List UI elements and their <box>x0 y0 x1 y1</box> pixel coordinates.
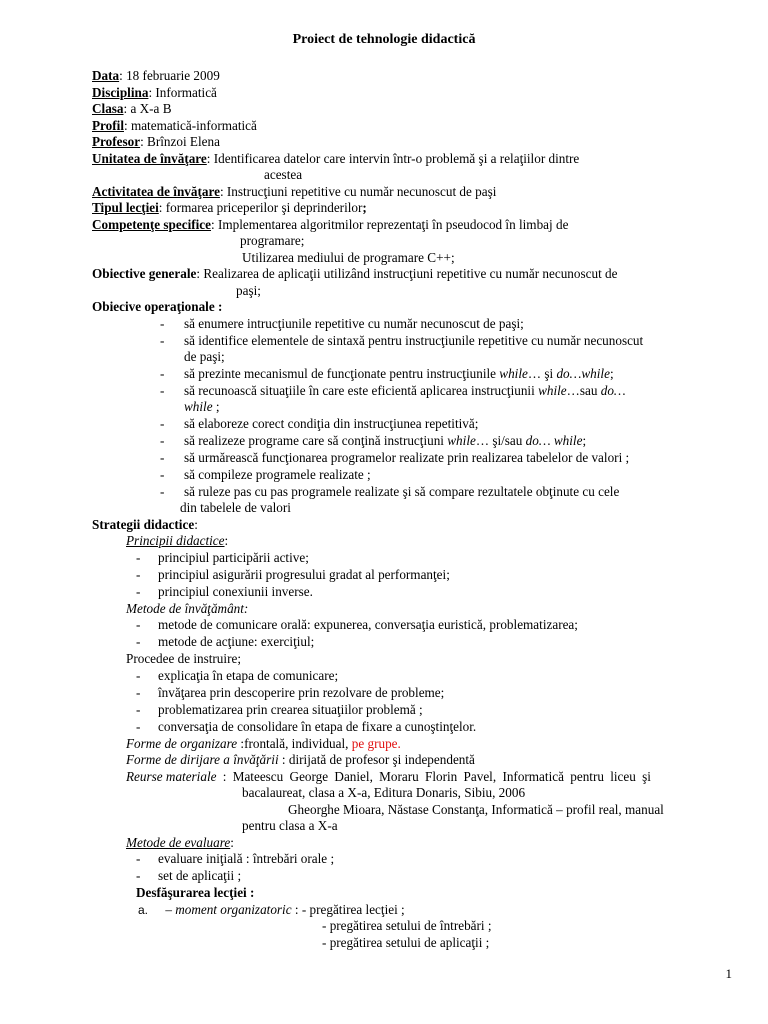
metoda-item: - metode de acţiune: exerciţiul; <box>136 634 315 649</box>
resurse-materiale-cont: bacalaureat, clasa a X-a, Editura Donaris, Sibiu, 2006 <box>242 785 526 800</box>
principiu-item: - principiul participării active; <box>136 549 309 565</box>
moment-organizatoric: a. – moment organizatoric : - pregătirea lecţiei ; <box>138 901 405 917</box>
evaluare-item: - set de aplicaţii ; <box>136 868 242 883</box>
field-tipul: Tipul lecţiei: formarea priceperilor şi deprinderilor; <box>92 200 367 215</box>
procedeu-item: - învăţarea prin descoperire prin rezolvare de probleme; <box>136 684 445 700</box>
procedeu-item: - conversaţia de consolidare în etapa de fixare a cunoştinţelor. <box>136 718 477 734</box>
forme-dirijare: Forme de dirijare a învăţării : dirijată de profesor şi independentă <box>126 752 475 767</box>
field-profil: Profil: matematică-informatică <box>92 117 257 133</box>
field-activitatea: Activitatea de învăţare: Instrucţiuni repetitive cu număr necunoscut de paşi <box>92 183 497 199</box>
field-competente-cont: programare; <box>240 233 305 248</box>
field-obiective-generale: Obiective generale: Realizarea de aplicaţii utilizând instrucţiuni repetitive cu număr necunoscut de <box>92 266 618 281</box>
metoda-item: - metode de comunicare orală: expunerea, conversaţia euristică, problematizarea; <box>136 617 578 632</box>
procedeu-item: - explicaţia în etapa de comunicare; <box>136 667 339 683</box>
objective-item: - să ruleze pas cu pas programele realizate şi să compare rezultatele obţinute cu cele din tabelele de valori <box>160 483 620 515</box>
objective-item: - să identifice elementele de sintaxă pentru instrucţiunile repetitive cu număr necunoscut de paşi; <box>160 332 644 364</box>
objective-item: - să urmărească funcţionarea programelor realizate prin realizarea tabelelor de valori ; <box>160 449 630 465</box>
field-disciplina: Disciplina: Informatică <box>92 84 217 100</box>
evaluare-item: - evaluare iniţială : întrebări orale ; <box>136 851 335 866</box>
principiu-item: - principiul conexiunii inverse. <box>136 583 313 599</box>
resurse-materiale: Reurse materiale : Mateescu George Daniel, Moraru Florin Pavel, Informatică pentru liceu şi <box>126 768 651 784</box>
objective-item: - să realizeze programe care să conţină instrucţiuni while… şi/sau do… while; <box>160 432 587 448</box>
field-data: Data: 18 februarie 2009 <box>92 68 220 83</box>
strategii-heading: Strategii didactice: <box>92 516 198 532</box>
field-unitatea: Unitatea de învăţare: Identificarea datelor care intervin într-o problemă şi a relaţiilor dintre <box>92 150 580 166</box>
objective-item: - să enumere intrucţiunile repetitive cu număr necunoscut de paşi; <box>160 315 524 331</box>
procedeu-item: - problematizarea prin crearea situaţiilor problemă ; <box>136 701 423 717</box>
document-body <box>92 68 732 951</box>
principii-heading: Principii didactice: <box>126 533 229 548</box>
field-competente: Competenţe specifice: Implementarea algoritmilor reprezentaţi în pseudocod în limbaj de <box>92 216 569 232</box>
objective-item: - să recunoască situaţiile în care este eficientă aplicarea instrucţiunii while…sau do… while ; <box>160 382 626 414</box>
field-obiective-generale-cont: paşi; <box>236 282 261 298</box>
field-unitatea-cont: acestea <box>264 167 303 182</box>
field-clasa: Clasa: a X-a B <box>92 101 172 116</box>
field-profesor: Profesor: Brînzoi Elena <box>92 134 220 149</box>
page-number: 1 <box>725 966 732 981</box>
procedee-heading: Procedee de instruire; <box>126 651 241 666</box>
resurse-materiale-cont3: pentru clasa a X-a <box>242 818 338 833</box>
objective-item: - să elaboreze corect condiţia din instrucţiunea repetitivă; <box>160 415 479 431</box>
desfasurare-heading: Desfăşurarea lecţiei : <box>136 885 255 900</box>
metode-heading: Metode de învăţământ: <box>126 600 249 616</box>
moment-organizatoric-item: - pregătirea setului de întrebări ; <box>322 918 492 933</box>
moment-organizatoric-item: - pregătirea setului de aplicaţii ; <box>322 934 490 950</box>
objective-item: - să prezinte mecanismul de funcţionate pentru instrucţiunile while… şi do…while; <box>160 365 614 381</box>
objective-item: - să compileze programele realizate ; <box>160 466 371 482</box>
principiu-item: - principiul asigurării progresului gradat al performanţei; <box>136 566 450 582</box>
document-title: Proiect de tehnologie didactică <box>292 32 476 47</box>
forme-organizare: Forme de organizare :frontală, individual, pe grupe. <box>126 735 401 751</box>
field-competente-cont2: Utilizarea mediului de programare C++; <box>242 249 455 265</box>
field-obiective-operationale: Obiecive operaţionale : <box>92 299 223 314</box>
evaluare-heading: Metode de evaluare: <box>126 834 234 850</box>
resurse-materiale-cont2: Gheorghe Mioara, Năstase Constanţa, Informatică – profil real, manual <box>288 801 664 817</box>
